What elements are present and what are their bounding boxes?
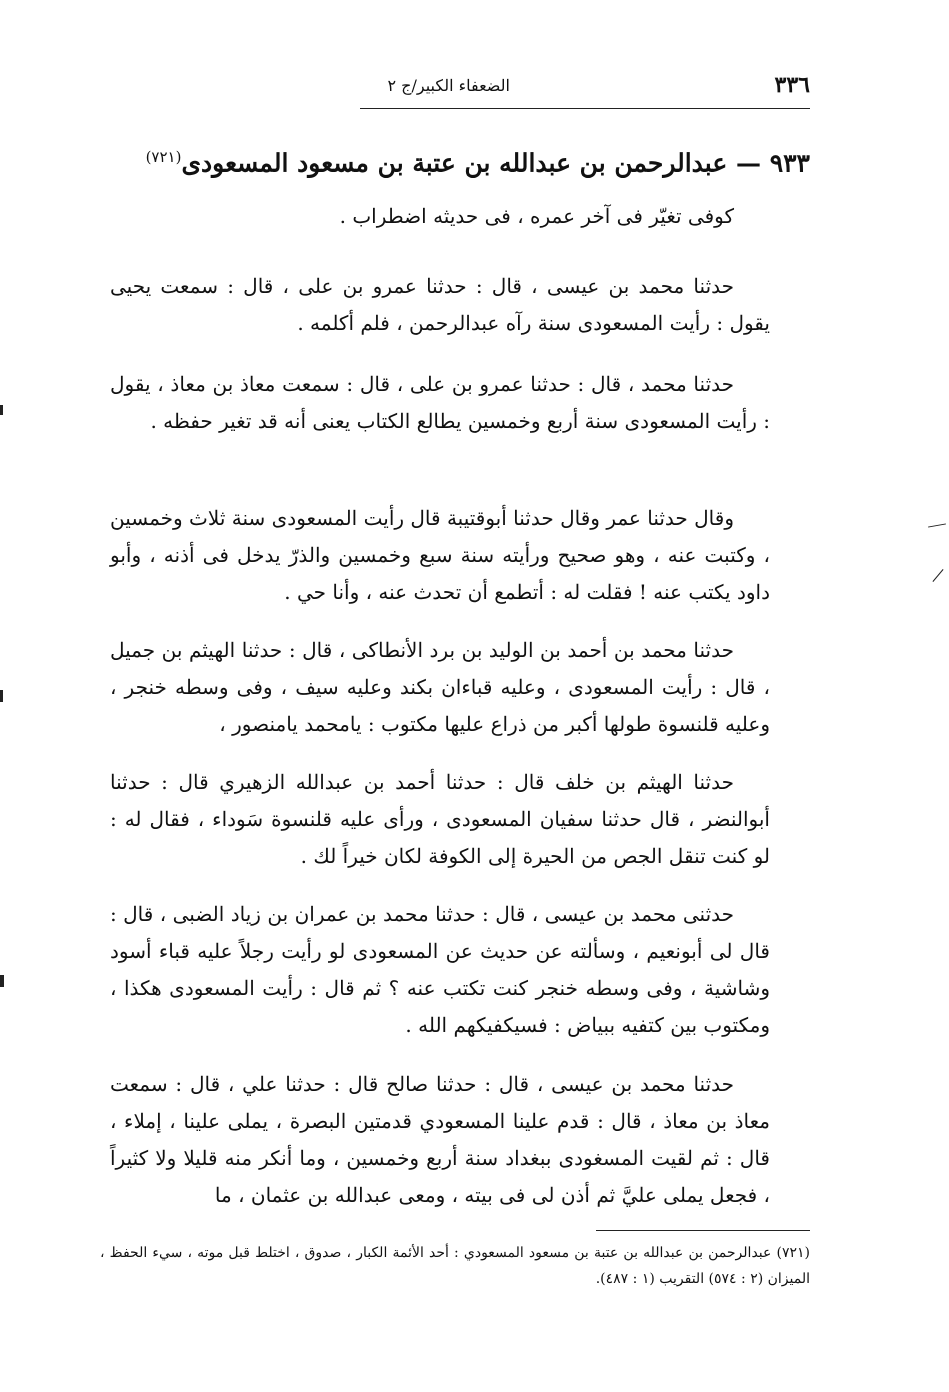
entry-heading (120, 148, 810, 177)
footnote: (٧٢١) عبدالرحمن بن عبدالله بن عتبة بن مسعود المسعودي : أحد الأئمة الكبار ، صدوق ، اختلط قبل موته ، سيء الحفظ ، الميزان (٢ : ٥٧٤) التقريب (١ : ٤٨٧). (100, 1245, 810, 1287)
paragraph-2: حدثنا محمد بن عيسى ، قال : حدثنا عمرو بن على ، قال : سمعت يحيى يقول : رأيت المسعودى سنة رآه عبدالرحمن ، فلم أكلمه . (110, 274, 770, 335)
footnote-rule (596, 1230, 810, 1231)
margin-mark (0, 690, 3, 702)
margin-mark (0, 975, 4, 987)
margin-mark (0, 405, 3, 415)
paragraph-6: حدثنا الهيثم بن خلف قال : حدثنا أحمد بن عبدالله الزهيري قال : حدثنا أبوالنضر ، قال حدثنا سفيان المسعودى ، ورأى عليه قلنسوة سَوداء ، فقال له : لو كنت تنقل الجص من الحيرة إلى الكوفة لكان خيراً لك . (110, 770, 770, 868)
footnote-reference: (٧٢١) (145, 148, 182, 166)
paragraph-1: كوفى تغيّر فى آخر عمره ، فى حديثه اضطراب . (339, 204, 734, 228)
paragraph-5: حدثنا محمد بن أحمد بن الوليد بن برد الأنطاكى ، قال : حدثنا الهيثم بن جميل ، قال : رأيت المسعودى ، وعليه قباءان بكند وعليه سيف ، وفى وسطه خنجر ، وعليه قلنسوة طولها أكبر من ذراع عليها مكتوب : يامحمد يامنصور ، (110, 638, 770, 736)
paragraph-7: حدثنى محمد بن عيسى ، قال : حدثنا محمد بن عمران بن زياد الضبى ، قال : قال لى أبونعيم ، وسألته عن حديث عن المسعودى لو رأيت رجلاً عليه قباء أسود وشاشية ، وفى وسطه خنجر كنت تكتب عنه ؟ ثم قال : رأيت المسعودى هكذا ، ومكتوب بين كتفيه ببياض : فسيكفيكهم الله . (110, 902, 770, 1037)
book-title: الضعفاء الكبير/ج ٢ (387, 76, 510, 95)
header-rule (360, 108, 810, 109)
paragraph-4: وقال حدثنا عمر وقال حدثنا أبوقتيبة قال رأيت المسعودى سنة ثلاث وخمسين ، وكتبت عنه ، وهو صحيح ورأيته سنة سبع وخمسين والذرّ يدخل فى أذنه ، وأبو داود يكتب عنه ! فقلت له : أتطمع أن تحدث عنه ، وأنا حي . (110, 506, 770, 604)
margin-mark (932, 569, 943, 582)
entry-name: عبدالرحمن بن عبدالله بن عتبة بن مسعود المسعودى (181, 148, 728, 178)
paragraph-3: حدثنا محمد ، قال : حدثنا عمرو بن على ، قال : سمعت معاذ بن معاذ ، يقول : رأيت المسعودى سنة أربع وخمسين يطالع الكتاب يعنى أنه قد تغير حفظه . (110, 372, 770, 433)
running-header (360, 72, 810, 106)
page-number: ٣٣٦ (774, 72, 810, 98)
paragraph-8: حدثنا محمد بن عيسى ، قال : حدثنا صالح قال : حدثنا علي ، قال : سمعت معاذ بن معاذ ، قال : قدم علينا المسعودي قدمتين البصرة ، يملى علينا ، إملاء ، قال : ثم لقيت المسغودى ببغداد سنة أربع وخمسين ، وما أنكر منه قليلا ولا كثيراً ، فجعل يملى عليَّ ثم أذن لى فى بيته ، ومعى عبدالله بن عثمان ، ما (110, 1072, 770, 1207)
entry-number: ٩٣٣ — (735, 148, 810, 178)
margin-mark (928, 523, 946, 527)
